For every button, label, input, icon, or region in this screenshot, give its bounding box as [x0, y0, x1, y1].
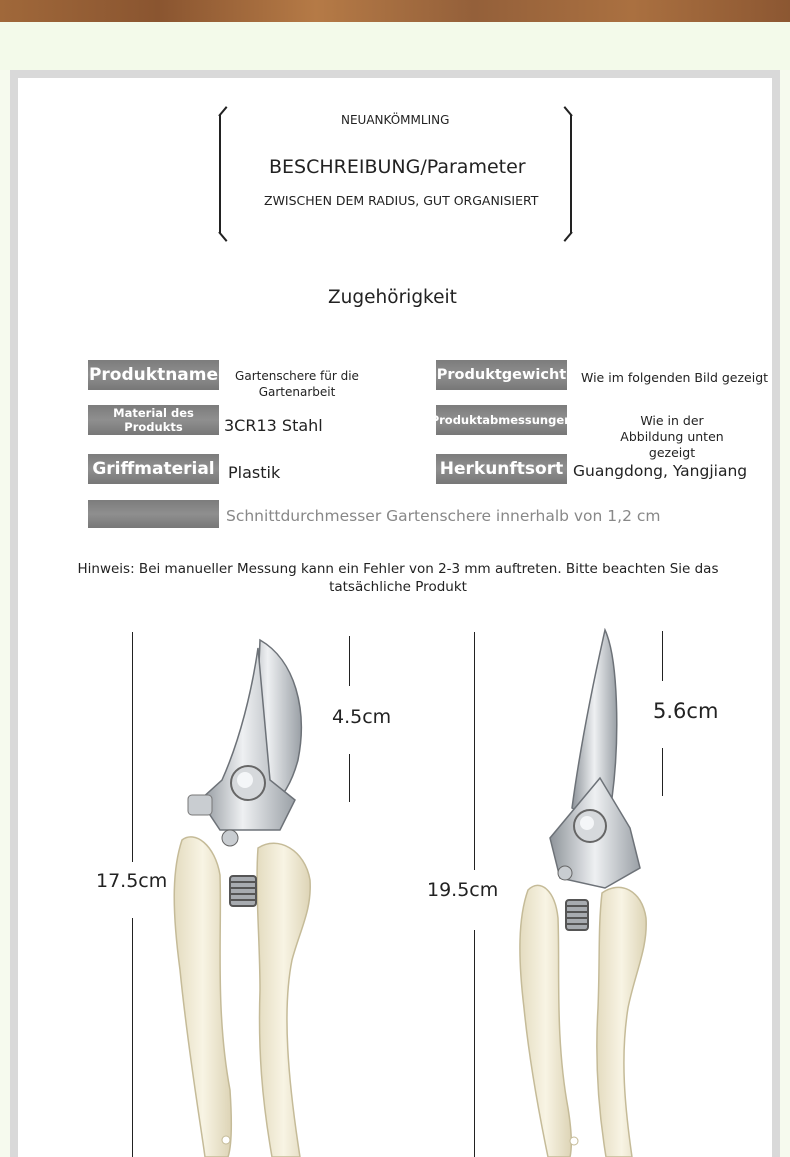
- left-blade-line-top: [349, 636, 350, 686]
- left-total-length: 17.5cm: [96, 870, 168, 892]
- origin-value: Guangdong, Yangjiang: [573, 462, 748, 480]
- material-tag: Material des Produkts: [88, 405, 219, 435]
- weight-tag: Produktgewicht: [436, 360, 567, 390]
- cut-diameter-tag: [88, 500, 219, 528]
- grip-value: Plastik: [228, 463, 281, 482]
- right-total-line-bottom: [474, 930, 475, 1157]
- pruning-shears-right-image: [510, 628, 660, 1157]
- left-total-line-bottom: [132, 918, 133, 1157]
- right-bracket: [560, 115, 572, 233]
- right-blade-line-top: [662, 631, 663, 681]
- pruning-shears-left-image: [160, 630, 330, 1157]
- dimensions-tag: Produktabmessungen: [436, 405, 567, 435]
- top-strip: [0, 22, 790, 70]
- left-bracket: [219, 115, 231, 233]
- left-blade-length: 4.5cm: [332, 706, 392, 728]
- right-total-line-top: [474, 632, 475, 870]
- header-kicker: NEUANKÖMMLING: [341, 113, 450, 127]
- product-name-tag: Produktname: [88, 360, 219, 390]
- section-title: Zugehörigkeit: [328, 287, 457, 308]
- right-total-length: 19.5cm: [427, 879, 499, 901]
- right-blade-length: 5.6cm: [653, 699, 719, 723]
- left-total-line-top: [132, 632, 133, 862]
- dimensions-value: Wie in der Abbildung unten gezeigt: [620, 413, 724, 460]
- material-value: 3CR13 Stahl: [224, 416, 323, 435]
- cut-diameter-value: Schnittdurchmesser Gartenschere innerhalb von 1,2 cm: [226, 507, 661, 525]
- measurement-note: Hinweis: Bei manueller Messung kann ein Fehler von 2-3 mm auftreten. Bitte beachten Sie das tatsächliche Produkt: [77, 561, 719, 595]
- page-title: BESCHREIBUNG/Parameter: [269, 156, 526, 178]
- wood-banner: [0, 0, 790, 22]
- header-subtitle: ZWISCHEN DEM RADIUS, GUT ORGANISIERT: [264, 193, 539, 208]
- weight-value: Wie im folgenden Bild gezeigt: [581, 370, 769, 385]
- left-blade-line-bottom: [349, 754, 350, 802]
- origin-tag: Herkunftsort: [436, 454, 567, 484]
- right-blade-line-bottom: [662, 748, 663, 796]
- grip-tag: Griffmaterial: [88, 454, 219, 484]
- product-name-value: Gartenschere für die Gartenarbeit: [235, 369, 359, 399]
